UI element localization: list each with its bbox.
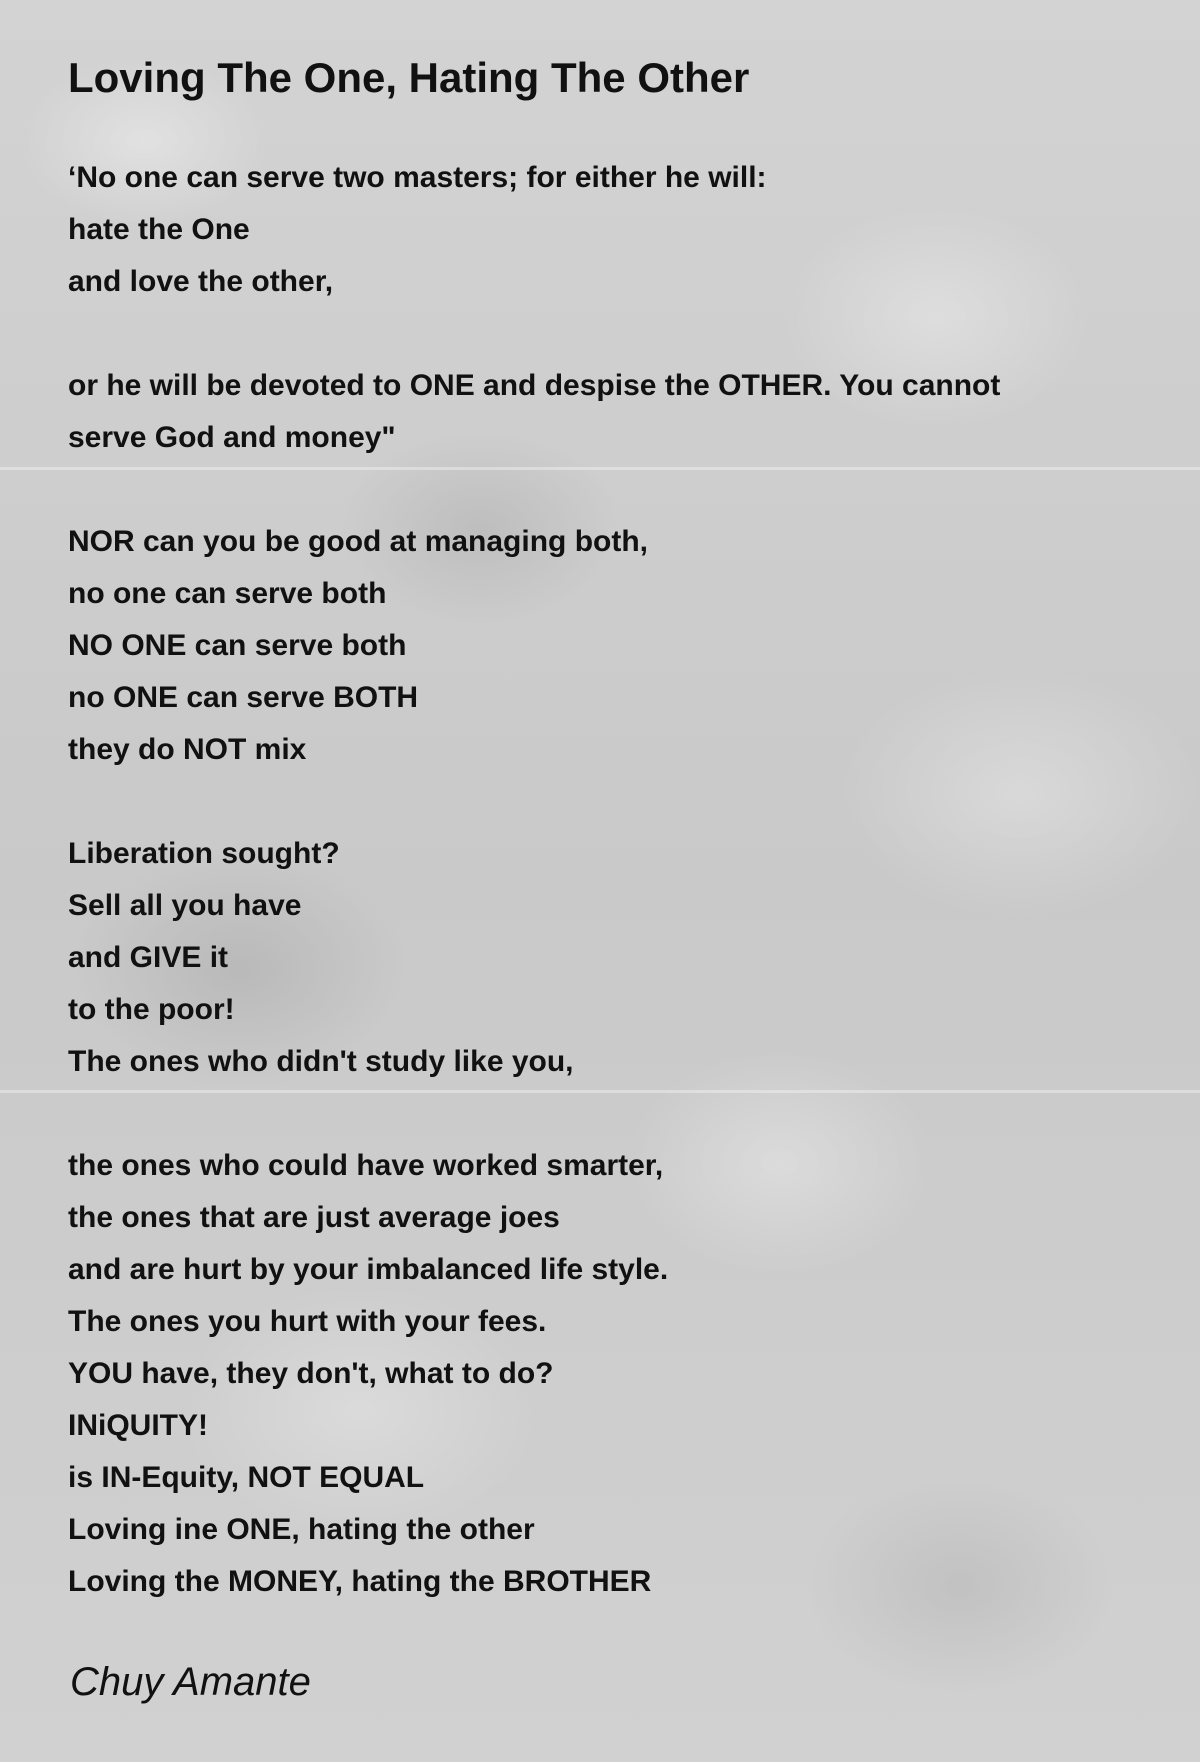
- poem-line: hate the One: [68, 213, 250, 246]
- poem-line: to the poor!: [68, 993, 235, 1026]
- poem-body: [68, 152, 1148, 1608]
- poem-line: Loving the MONEY, hating the BROTHER: [68, 1565, 652, 1598]
- poem-title: Loving The One, Hating The Other: [68, 54, 750, 101]
- poem-line: NOR can you be good at managing both,: [68, 525, 649, 558]
- poem-container: [68, 52, 1148, 1660]
- poem-line: the ones who could have worked smarter,: [68, 1149, 664, 1182]
- poem-line: the ones that are just average joes: [68, 1201, 560, 1234]
- poem-line: and GIVE it: [68, 941, 229, 974]
- poem-line: Sell all you have: [68, 889, 302, 922]
- poem-line: The ones you hurt with your fees.: [68, 1305, 547, 1338]
- poem-line: INiQUITY!: [68, 1409, 208, 1442]
- poem-line: no one can serve both: [68, 577, 387, 610]
- poem-line: or he will be devoted to ONE and despise the OTHER. You cannot: [68, 369, 1001, 402]
- poem-line: and love the other,: [68, 265, 334, 298]
- stanza-5: [68, 1140, 1148, 1608]
- poem-line: Liberation sought?: [68, 837, 340, 870]
- stanza-4: [68, 828, 1148, 1088]
- poem-line: they do NOT mix: [68, 733, 307, 766]
- poem-line: ‘No one can serve two masters; for either he will:: [68, 161, 767, 194]
- stanza-2: [68, 360, 1148, 464]
- poem-line: NO ONE can serve both: [68, 629, 407, 662]
- poem-line: no ONE can serve BOTH: [68, 681, 419, 714]
- poem-line: is IN-Equity, NOT EQUAL: [68, 1461, 425, 1494]
- poem-line: and are hurt by your imbalanced life style.: [68, 1253, 669, 1286]
- poem-line: Loving ine ONE, hating the other: [68, 1513, 535, 1546]
- poem-line: YOU have, they don't, what to do?: [68, 1357, 554, 1390]
- poem-line: The ones who didn't study like you,: [68, 1045, 574, 1078]
- poem-line: serve God and money": [68, 421, 396, 454]
- poem-author: Chuy Amante: [70, 1660, 311, 1704]
- stanza-1: [68, 152, 1148, 308]
- stanza-3: [68, 516, 1148, 776]
